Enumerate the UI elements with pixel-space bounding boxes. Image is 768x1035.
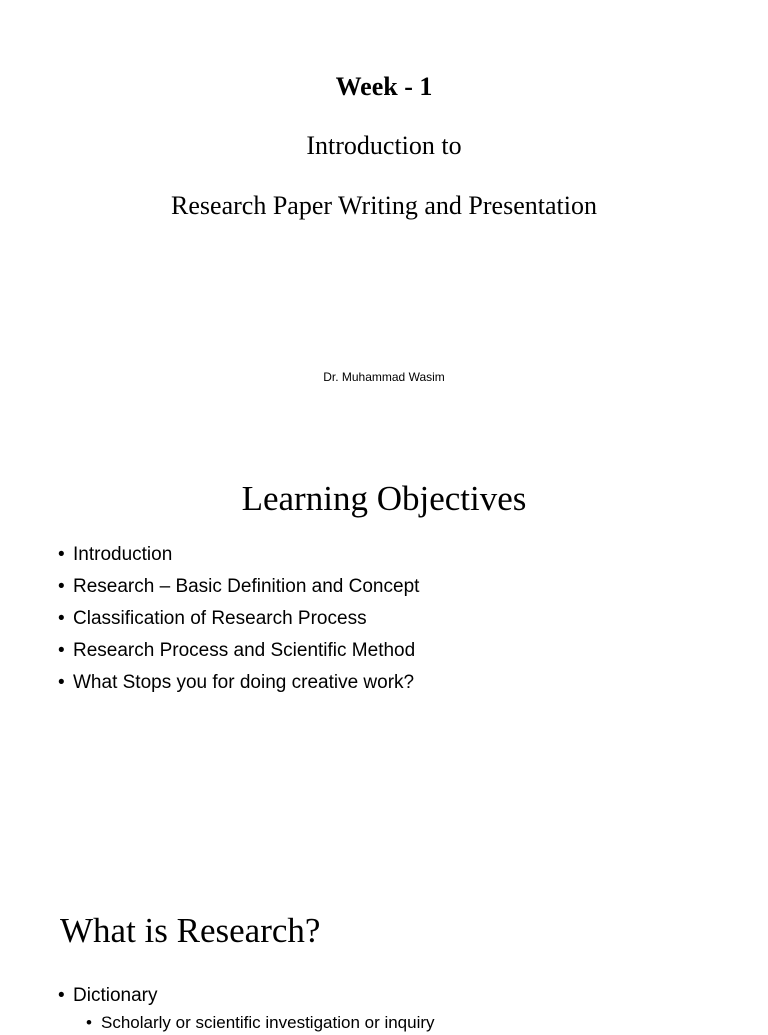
list-item	[58, 603, 419, 635]
definition-list	[58, 981, 435, 1035]
week-heading: Week - 1	[335, 72, 433, 101]
bullet-icon: •	[86, 1013, 92, 1032]
bullet-icon: •	[58, 544, 65, 565]
course-title: Research Paper Writing and Presentation	[171, 191, 597, 220]
intro-line: Introduction to	[306, 131, 462, 160]
author-name: Dr. Muhammad Wasim	[323, 370, 445, 384]
slide-learning-objectives	[0, 432, 768, 864]
list-item-text: Research Process and Scientific Method	[73, 640, 416, 661]
bullet-icon: •	[58, 576, 65, 597]
sub-list-item-text: Scholarly or scientific investigation or inquiry	[101, 1013, 435, 1032]
list-item-text: Research – Basic Definition and Concept	[73, 576, 420, 597]
objectives-list	[58, 539, 419, 699]
list-item	[58, 571, 419, 603]
bullet-icon: •	[58, 985, 65, 1006]
bullet-icon: •	[58, 640, 65, 661]
list-item-text: Classification of Research Process	[73, 608, 367, 629]
list-item-text: What Stops you for doing creative work?	[73, 672, 415, 693]
list-item-text: Introduction	[73, 544, 173, 565]
list-item	[58, 981, 435, 1011]
list-item	[58, 539, 419, 571]
sub-list-item	[58, 1011, 435, 1035]
slide-title	[0, 0, 768, 432]
bullet-icon: •	[58, 672, 65, 693]
list-item-text: Dictionary	[73, 985, 158, 1006]
slide-heading: What is Research?	[60, 911, 321, 950]
slide-what-is-research	[0, 864, 768, 1032]
list-item	[58, 667, 419, 699]
slide-heading: Learning Objectives	[241, 479, 527, 518]
list-item	[58, 635, 419, 667]
bullet-icon: •	[58, 608, 65, 629]
